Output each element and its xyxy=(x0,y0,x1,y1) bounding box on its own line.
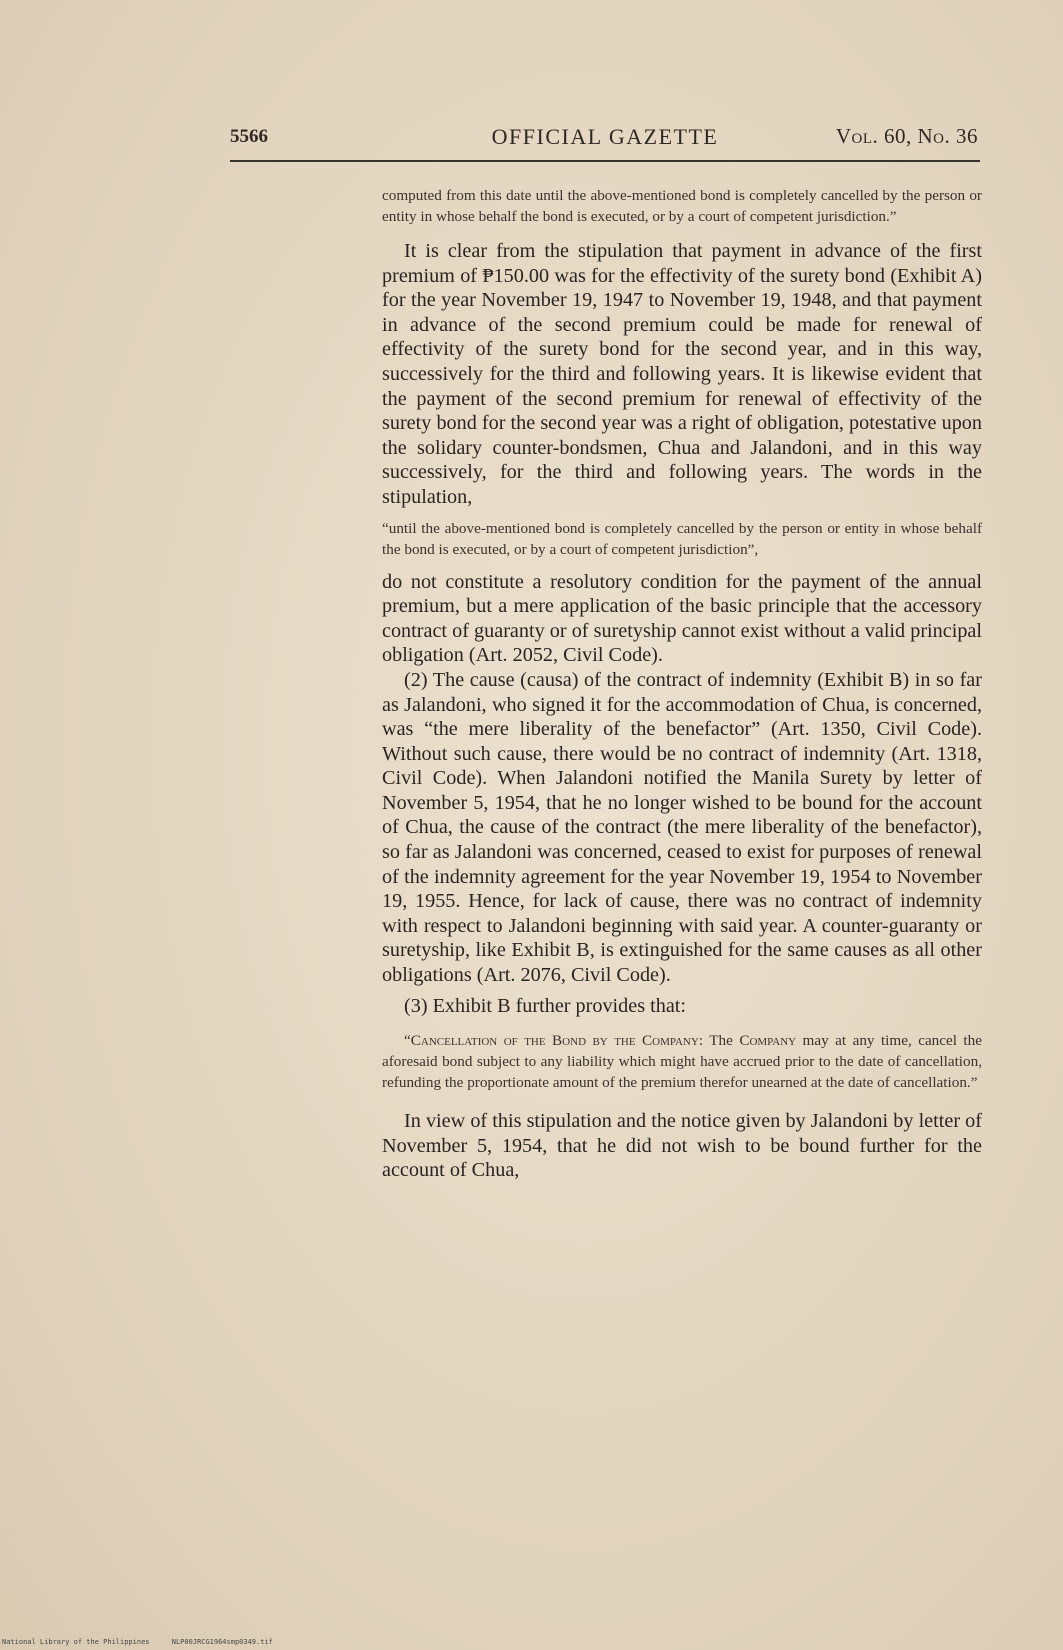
paragraph-resolutory: do not constitute a resolutory condition for the payment of the annual premium, but a mere application of the basic principle that the accessory contract of guaranty or of suretyship cannot exist without a valid principal obligation (Art. 2052, Civil Code). xyxy=(382,570,982,667)
file-id: NLP00JRCG1964smp0349.tif xyxy=(171,1638,273,1646)
block-quote-company-cancellation xyxy=(382,1030,982,1093)
quote-text: The Company may at any time, cancel the aforesaid bond subject to any liability which might have accrued prior to the date of cancellation, refunding the proportionate amount of the premium therefor unearned at the date of cancellation.” xyxy=(382,1032,982,1092)
paragraph-exhibit-b: (3) Exhibit B further provides that: xyxy=(404,994,687,1017)
volume-number: Vol. 60, No. 36 xyxy=(835,124,978,148)
paragraph-stipulation: It is clear from the stipulation that payment in advance of the first premium of ₱150.00 was for the effectivity of the surety bond (Exhibit A) for the year November 19, 1947 to November 19, 1948, and that payment in advance of the second premium could be made for renewal of effectivity of the surety bond for the second year, and in this way, successively for the third and following years. It is likewise evident that the payment of the second premium for renewal of effectivity of the surety bond for the second year was a right of obligation, potestative upon the solidary counter-bondsmen, Chua and Jalandoni, and in this way successively, for the third and following years. The words in the stipulation, xyxy=(382,240,982,508)
page-number: 5566 xyxy=(230,126,268,147)
block-quote-cancellation: “until the above-mentioned bond is completely cancelled by the person or entity in whose behalf the bond is executed, or by a court of competent jurisdiction”, xyxy=(382,519,982,558)
text-column xyxy=(382,185,982,1183)
page-header xyxy=(230,122,980,156)
header-rule xyxy=(230,160,980,162)
paragraph-view: In view of this stipulation and the notice given by Jalandoni by letter of November 5, 1954, that he did not wish to be bound further for the account of Chua, xyxy=(382,1110,982,1182)
paragraph-cause: (2) The cause (causa) of the contract of indemnity (Exhibit B) in so far as Jalandoni, who signed it for the accommodation of Chua, is concerned, was “the mere liberality of the benefactor” (Art. 1350, Civil Code). Without such cause, there would be no contract of indemnity (Art. 1318, Civil Code). When Jalandoni notified the Manila Surety by letter of November 5, 1954, that he no longer wished to be bound for the account of Chua, the cause of the contract (the mere liberality of the benefactor), so far as Jalandoni was concerned, ceased to exist for purposes of renewal of the indemnity agreement for the year November 19, 1954 to November 19, 1955. Hence, for lack of cause, there was no contract of indemnity with respect to Jalandoni beginning with said year. A counter-guaranty or suretyship, like Exhibit B, is extinguished for the same causes as all other obligations (Art. 2076, Civil Code). xyxy=(382,668,982,987)
publication-title: OFFICIAL GAZETTE xyxy=(491,124,719,149)
library-label: National Library of the Philippines xyxy=(2,1638,150,1646)
quote-continuation: computed from this date until the above-mentioned bond is completely cancelled by the person or entity in whose behalf the bond is executed, or by a court of competent jurisdiction.” xyxy=(382,187,982,225)
quote-heading: “Cancellation of the Bond by the Company: xyxy=(404,1032,704,1050)
scan-footer xyxy=(2,1638,291,1646)
